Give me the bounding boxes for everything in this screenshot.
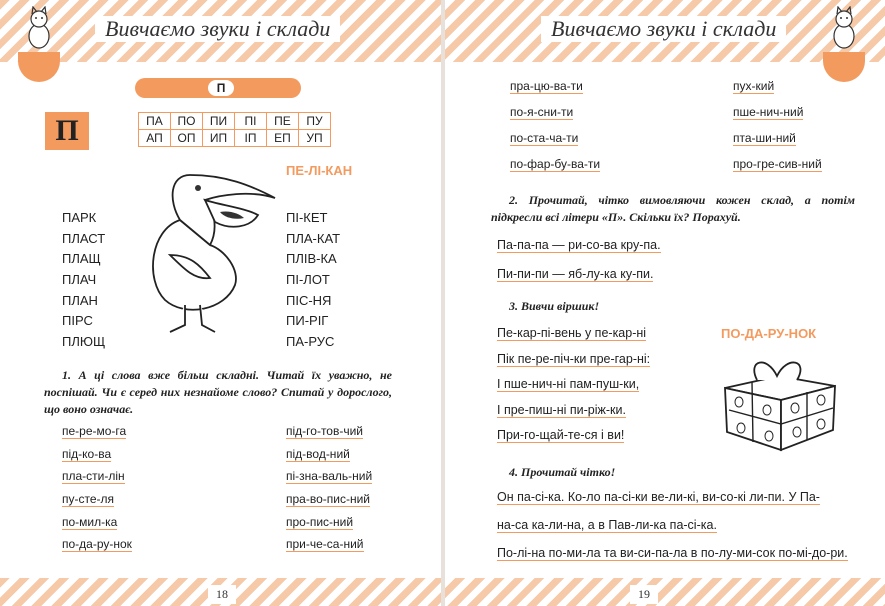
syllable-cell: ПІ [235, 113, 267, 130]
poem-line [497, 377, 650, 403]
list-item: ПАРК [62, 210, 97, 225]
poem-line-text: При-го-щай-те-ся і ви! [497, 428, 625, 442]
cat-mascot-icon [24, 6, 54, 50]
task-2-lines [497, 238, 661, 296]
poem-line-text: І пре-пиш-ні пи-ріж-ки. [497, 402, 626, 417]
syllable-cell: ПЕ [267, 113, 299, 130]
page-title: Вивчаємо звуки і склади [541, 16, 786, 42]
header-orange-blob [18, 52, 60, 82]
task-3-instruction: 3. Вивчи віршик! [509, 299, 600, 313]
syllable-word: про-пис-ний [286, 514, 354, 529]
poem-line-text: І пше-нич-ні пам-пуш-ки, [497, 377, 640, 391]
syllable-word: пе-ре-мо-га [62, 424, 127, 438]
list-item [733, 105, 822, 131]
syllable-word: по-фар-бу-ва-ти [510, 157, 601, 171]
syllable-list-left [62, 424, 132, 560]
text-line [497, 490, 867, 518]
syllable-cell: АП [139, 130, 171, 147]
text-line [497, 238, 661, 267]
poem-line [497, 352, 650, 378]
poem-line [497, 428, 650, 454]
list-item [62, 492, 132, 515]
text-line [497, 546, 867, 574]
syllable-word: пух-кий [733, 79, 775, 93]
syllable-word: під-ко-ва [62, 446, 112, 461]
syllable-word: пра-во-пис-ний [286, 492, 370, 507]
syllable-cell: ПИ [203, 113, 235, 130]
list-item [733, 79, 822, 105]
task-1-instruction: 1. А ці слова вже більш складні. Читай їх уважно, не поспішай. Чи є серед них незнайоме слово? Спитай у дорослого, що воно означає. [44, 368, 392, 416]
list-item [286, 424, 372, 447]
list-item: ПЛЮЩ [62, 334, 106, 350]
list-item: ПА-РУС [286, 334, 335, 350]
list-item [286, 492, 372, 515]
text-line-content: Па-па-па — ри-со-ва кру-па. [497, 238, 661, 252]
syllable-word: по-мил-ка [62, 514, 118, 529]
syllable-word: під-го-тов-чий [286, 424, 364, 438]
pelican-illustration [140, 160, 280, 340]
syllable-list-right [286, 424, 372, 560]
syllable-word: пта-ши-ний [733, 131, 796, 145]
syllable-table [138, 112, 331, 147]
page-title: Вивчаємо звуки і склади [95, 16, 340, 42]
right-header [445, 0, 885, 62]
list-item: ПЛАН [62, 292, 98, 308]
syllable-word: пі-зна-валь-ний [286, 469, 373, 484]
list-item: ПЛАСТ [62, 230, 106, 246]
list-item: ПІ-КЕТ [286, 210, 328, 225]
present-word: ПО-ДА-РУ-НОК [721, 326, 817, 341]
syllable-word: при-че-са-ний [286, 537, 364, 552]
word-list-right [286, 210, 340, 355]
list-item: ПЛА-КАТ [286, 230, 341, 246]
text-line [497, 267, 661, 296]
list-item: ПІ-ЛОТ [286, 272, 330, 288]
list-item [62, 515, 132, 538]
syllable-word: по-я-сни-ти [510, 105, 574, 119]
syllable-list-left [510, 79, 600, 183]
syllable-list-right [733, 79, 822, 183]
list-item [510, 105, 600, 131]
big-letter-block: П [45, 112, 89, 150]
syllable-word: під-вод-ний [286, 446, 350, 461]
header-orange-blob [823, 52, 865, 82]
poem [497, 326, 650, 454]
cat-mascot-icon [829, 6, 859, 50]
list-item [510, 157, 600, 183]
list-item: ПІРС [62, 313, 93, 329]
syllable-row [139, 113, 331, 130]
pelican-word: ПЕ-ЛІ-КАН [286, 163, 353, 178]
poem-line-text: Пік пе-ре-піч-ки пре-гар-ні: [497, 351, 651, 366]
syllable-word: про-гре-сив-ний [733, 157, 822, 171]
syllable-row [139, 130, 331, 147]
text-line-content: Он па-сі-ка. Ко-ло па-сі-ки ве-ли-кі, ви-со-кі ли-пи. У Па- [497, 490, 820, 504]
right-page [445, 0, 885, 606]
task-2-instruction: 2. Прочитай, чітко вимовляючи кожен склад, а потім підкресли всі літери «П». Скільки їх? Порахуй. [491, 193, 855, 224]
syllable-word: пла-сти-лін [62, 469, 125, 484]
poem-line-text: Пе-кар-пі-вень у пе-кар-ні [497, 326, 647, 340]
syllable-cell: ЕП [267, 130, 299, 147]
list-item [62, 424, 132, 447]
list-item [286, 537, 372, 560]
list-item [510, 79, 600, 105]
list-item: ПІС-НЯ [286, 292, 332, 308]
page-number: 18 [208, 585, 236, 604]
list-item [733, 131, 822, 157]
list-item [286, 515, 372, 538]
text-line [497, 518, 867, 546]
list-item [286, 469, 372, 492]
left-header [0, 0, 440, 62]
list-item [733, 157, 822, 183]
page-number: 19 [630, 585, 658, 604]
poem-line [497, 326, 650, 352]
text-line-content: По-лі-на по-ми-ла та ви-си-па-ла в по-лу-ми-сок по-мі-до-ри. [497, 546, 848, 560]
task-4-instruction: 4. Прочитай чітко! [509, 465, 616, 479]
list-item: ПЛІВ-КА [286, 251, 337, 267]
list-item [510, 131, 600, 157]
gift-box-illustration [717, 350, 841, 454]
syllable-word: по-ста-ча-ти [510, 131, 579, 145]
list-item [286, 447, 372, 470]
syllable-word: пше-нич-ний [733, 105, 804, 119]
list-item: ПЛАЧ [62, 272, 97, 288]
syllable-cell: ОП [171, 130, 203, 147]
syllable-cell: ПО [171, 113, 203, 130]
list-item: ПИ-РІГ [286, 313, 329, 329]
syllable-cell: ІП [235, 130, 267, 147]
list-item [62, 447, 132, 470]
text-line-content: Пи-пи-пи — яб-лу-ка ку-пи. [497, 267, 654, 281]
left-page [0, 0, 440, 606]
list-item [62, 469, 132, 492]
poem-line [497, 403, 650, 429]
syllable-cell: ПУ [299, 113, 331, 130]
list-item [62, 537, 132, 560]
syllable-word: пра-цю-ва-ти [510, 79, 583, 93]
list-item: ПЛАЩ [62, 251, 101, 267]
syllable-word: по-да-ру-нок [62, 537, 132, 552]
letter-pill [135, 78, 301, 98]
task-4-text [497, 490, 867, 574]
text-line-content: на-са ка-ли-на, а в Пав-ли-ка па-сі-ка. [497, 518, 717, 532]
syllable-cell: ПА [139, 113, 171, 130]
syllable-word: пу-сте-ля [62, 492, 115, 507]
syllable-cell: ИП [203, 130, 235, 147]
word-list-left [62, 210, 105, 355]
syllable-cell: УП [299, 130, 331, 147]
pill-letter: П [208, 80, 234, 96]
